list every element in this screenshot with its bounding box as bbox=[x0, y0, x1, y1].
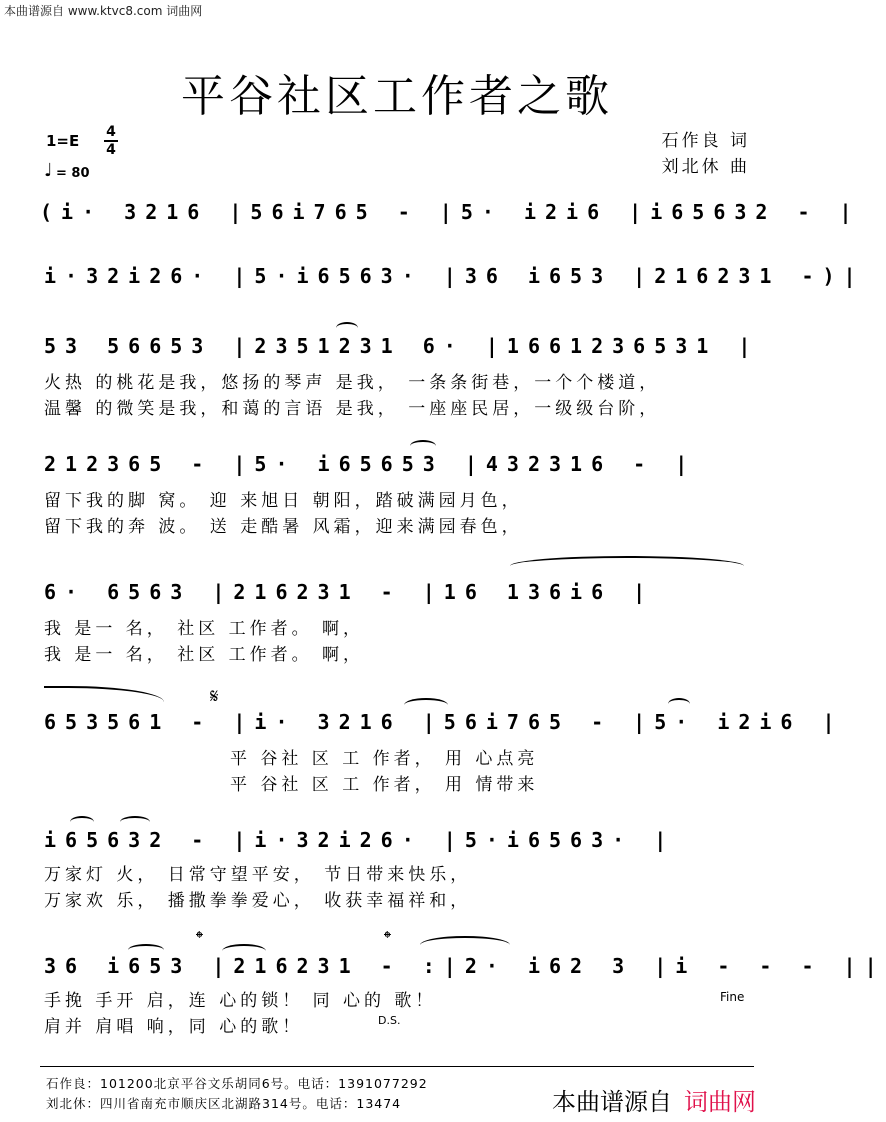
watermark-bottom bbox=[552, 1082, 756, 1117]
lyric-row-7-verse-1: 万家灯 火， 日常守望平安， 节日带来快乐， bbox=[44, 865, 472, 885]
long-slur-continued bbox=[44, 686, 164, 706]
lyric-row-5-verse-2: 我 是一 名， 社区 工作者。 啊， bbox=[44, 645, 365, 665]
footer-contact-composer: 刘北休：四川省南充市顺庆区北湖路314号。电话：13474 bbox=[46, 1096, 402, 1111]
song-title: 平谷社区工作者之歌 bbox=[181, 71, 613, 122]
lyricist-credit: 石作良 词 bbox=[661, 131, 750, 151]
lyric-row-6-verse-2: 平 谷社 区 工 作者， 用 情带来 bbox=[230, 775, 539, 795]
notation-row-8: 36 i653 |216231 - :|2· i62 3 |i - - - || bbox=[44, 954, 886, 978]
slur bbox=[120, 816, 150, 828]
watermark-top: 本曲谱源自 www.ktvc8.com 词曲网 bbox=[4, 4, 203, 18]
lyric-row-4-verse-1: 留下我的脚 窝。 迎 来旭日 朝阳，踏破满园月色， bbox=[44, 491, 523, 511]
time-sig-top: 4 bbox=[106, 124, 116, 140]
footer-divider bbox=[40, 1066, 754, 1067]
slur bbox=[410, 440, 436, 452]
dal-segno-marking: D.S. bbox=[378, 1014, 401, 1027]
watermark-bottom-brand: 词曲网 bbox=[684, 1088, 756, 1116]
notation-row-2: i·32i26· |5·i6563· |36 i653 |216231 -)| bbox=[44, 264, 865, 288]
tempo-marking: = 80 bbox=[56, 166, 90, 181]
fine-marking: Fine bbox=[720, 990, 745, 1004]
time-sig-bottom: 4 bbox=[106, 142, 116, 158]
slur bbox=[420, 936, 510, 954]
slur bbox=[336, 322, 358, 334]
lyric-row-5-verse-1: 我 是一 名， 社区 工作者。 啊， bbox=[44, 619, 365, 639]
notation-row-4: 212365 - |5· i65653 |432316 - | bbox=[44, 452, 697, 476]
notation-row-1: (i· 3216 |56i765 - |5· i2i6 |i65632 - | bbox=[40, 200, 861, 224]
key-signature: 1=E bbox=[46, 132, 80, 150]
time-signature bbox=[104, 124, 118, 158]
notation-row-7: i65632 - |i·32i26· |5·i6563· | bbox=[44, 828, 676, 852]
notation-row-3: 53 56653 |2351231 6· |1661236531 | bbox=[44, 334, 760, 358]
lyric-row-8-verse-1: 手挽 手开 启，连 心的锁！ 同 心的 歌！ bbox=[44, 991, 437, 1011]
lyric-row-7-verse-2: 万家欢 乐， 播撒拳拳爱心， 收获幸福祥和， bbox=[44, 891, 472, 911]
coda-sign: 𝄌 bbox=[196, 926, 203, 950]
watermark-bottom-text: 本曲谱源自 bbox=[552, 1088, 672, 1116]
slur bbox=[70, 816, 94, 828]
slur bbox=[668, 698, 690, 710]
long-slur bbox=[510, 556, 744, 576]
notation-row-5: 6· 6563 |216231 - |16 136i6 | bbox=[44, 580, 655, 604]
lyric-row-3-verse-2: 温馨 的微笑是我，和蔼的言语 是我， 一座座民居，一级级台阶， bbox=[44, 399, 661, 419]
composer-credit: 刘北休 曲 bbox=[661, 157, 750, 177]
coda-sign: 𝄌 bbox=[384, 926, 391, 950]
footer-contact-lyricist: 石作良：101200北京平谷文乐胡同6号。电话：1391077292 bbox=[46, 1076, 428, 1091]
segno-sign: 𝄋 bbox=[210, 684, 219, 708]
quarter-note-icon: ♩ bbox=[44, 160, 53, 181]
lyric-row-6-verse-1: 平 谷社 区 工 作者， 用 心点亮 bbox=[230, 749, 539, 769]
notation-row-6: 653561 - |i· 3216 |56i765 - |5· i2i6 | bbox=[44, 710, 844, 734]
lyric-row-4-verse-2: 留下我的奔 波。 送 走酷暑 风霜，迎来满园春色， bbox=[44, 517, 523, 537]
lyric-row-3-verse-1: 火热 的桃花是我，悠扬的琴声 是我， 一条条街巷，一个个楼道， bbox=[44, 373, 661, 393]
lyric-row-8-verse-2: 肩并 肩唱 响，同 心的歌！ bbox=[44, 1017, 304, 1037]
